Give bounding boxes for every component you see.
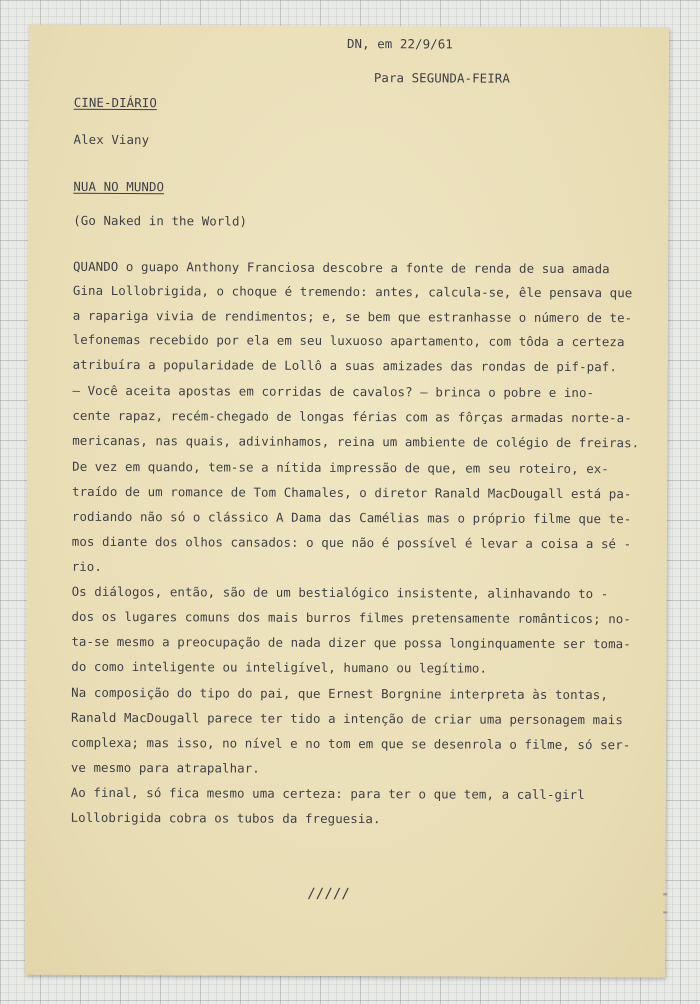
body-line: traído de um romance de Tom Chamales, o diretor Ranald MacDougall está pa- xyxy=(72,483,632,502)
body-line: a rapariga vivia de rendimentos; e, se bem que estranhasse o número de te- xyxy=(72,307,633,326)
body-line: ve mesmo para atrapalhar. xyxy=(70,759,260,776)
body-line: Lollobrigida cobra os tubos da freguesia. xyxy=(70,809,381,827)
body-line: QUANDO o guapo Anthony Franciosa descobre a fonte de renda de sua amada xyxy=(72,258,610,277)
body-line: mos diante dos olhos cansados: o que não é possível é levar a coisa a sé - xyxy=(71,533,632,552)
margin-tick xyxy=(663,893,667,895)
column-name: CINE-DIÁRIO xyxy=(73,94,157,111)
dateline: DN, em 22/9/61 xyxy=(346,35,453,52)
body-line: mericanas, nas quais, adivinhamos, reina um ambiente de colégio de freiras. xyxy=(72,432,640,451)
article-title: NUA NO MUNDO xyxy=(73,178,165,195)
body-line: De vez em quando, tem-se a nítida impressão de que, em seu roteiro, ex- xyxy=(72,458,609,477)
body-line: ta-se mesmo a preocupação de nada dizer que possa longinquamente ser toma- xyxy=(71,633,631,652)
typed-page xyxy=(25,25,669,978)
body-line: Ranald MacDougall parece ter tido a intenção de criar uma personagem mais xyxy=(71,709,623,728)
body-line: — Você aceita apostas em corridas de cavalos? — brinca o pobre e ino- xyxy=(72,382,595,401)
body-line: dos os lugares comuns dos mais burros filmes pretensamente românticos; no- xyxy=(71,608,631,627)
body-line: Gina Lollobrigida, o choque é tremendo: antes, calcula-se, êle pensava que xyxy=(72,282,633,301)
body-line: complexa; mas isso, no nível e no tom em que se desenrola o filme, só ser- xyxy=(70,734,631,753)
original-title: (Go Naked in the World) xyxy=(73,212,248,229)
body-line-with-call-girl: Ao final, só fica mesmo uma certeza: para ter o que tem, a call-girl xyxy=(70,784,585,803)
body-line: lefonemas recebido por ela em seu luxuoso apartamento, com tôda a certeza xyxy=(72,331,625,350)
body-line: Os diálogos, então, são de um bestialógico insistente, alinhavando to - xyxy=(71,583,609,602)
body-line: do como inteligente ou inteligível, humano ou legítimo. xyxy=(71,658,488,676)
body-line-with-film-title: rodiando não só o clássico A Dama das Camélias mas o próprio filme que te- xyxy=(71,508,632,527)
body-line: Na composição do tipo do pai, que Ernest Borgnine interpreta às tontas, xyxy=(71,684,608,703)
schedule-note: Para SEGUNDA-FEIRA xyxy=(373,70,510,86)
body-line: atribuíra a popularidade de Lollô a suas amizades das rondas de pif-paf. xyxy=(72,356,617,375)
author-name: Alex Viany xyxy=(73,131,150,148)
body-line: rio. xyxy=(71,558,102,574)
margin-tick xyxy=(663,911,667,913)
body-line: cente rapaz, recém-chegado de longas férias com as fôrças armadas norte-a- xyxy=(72,407,632,426)
end-mark: ///// xyxy=(307,885,350,903)
